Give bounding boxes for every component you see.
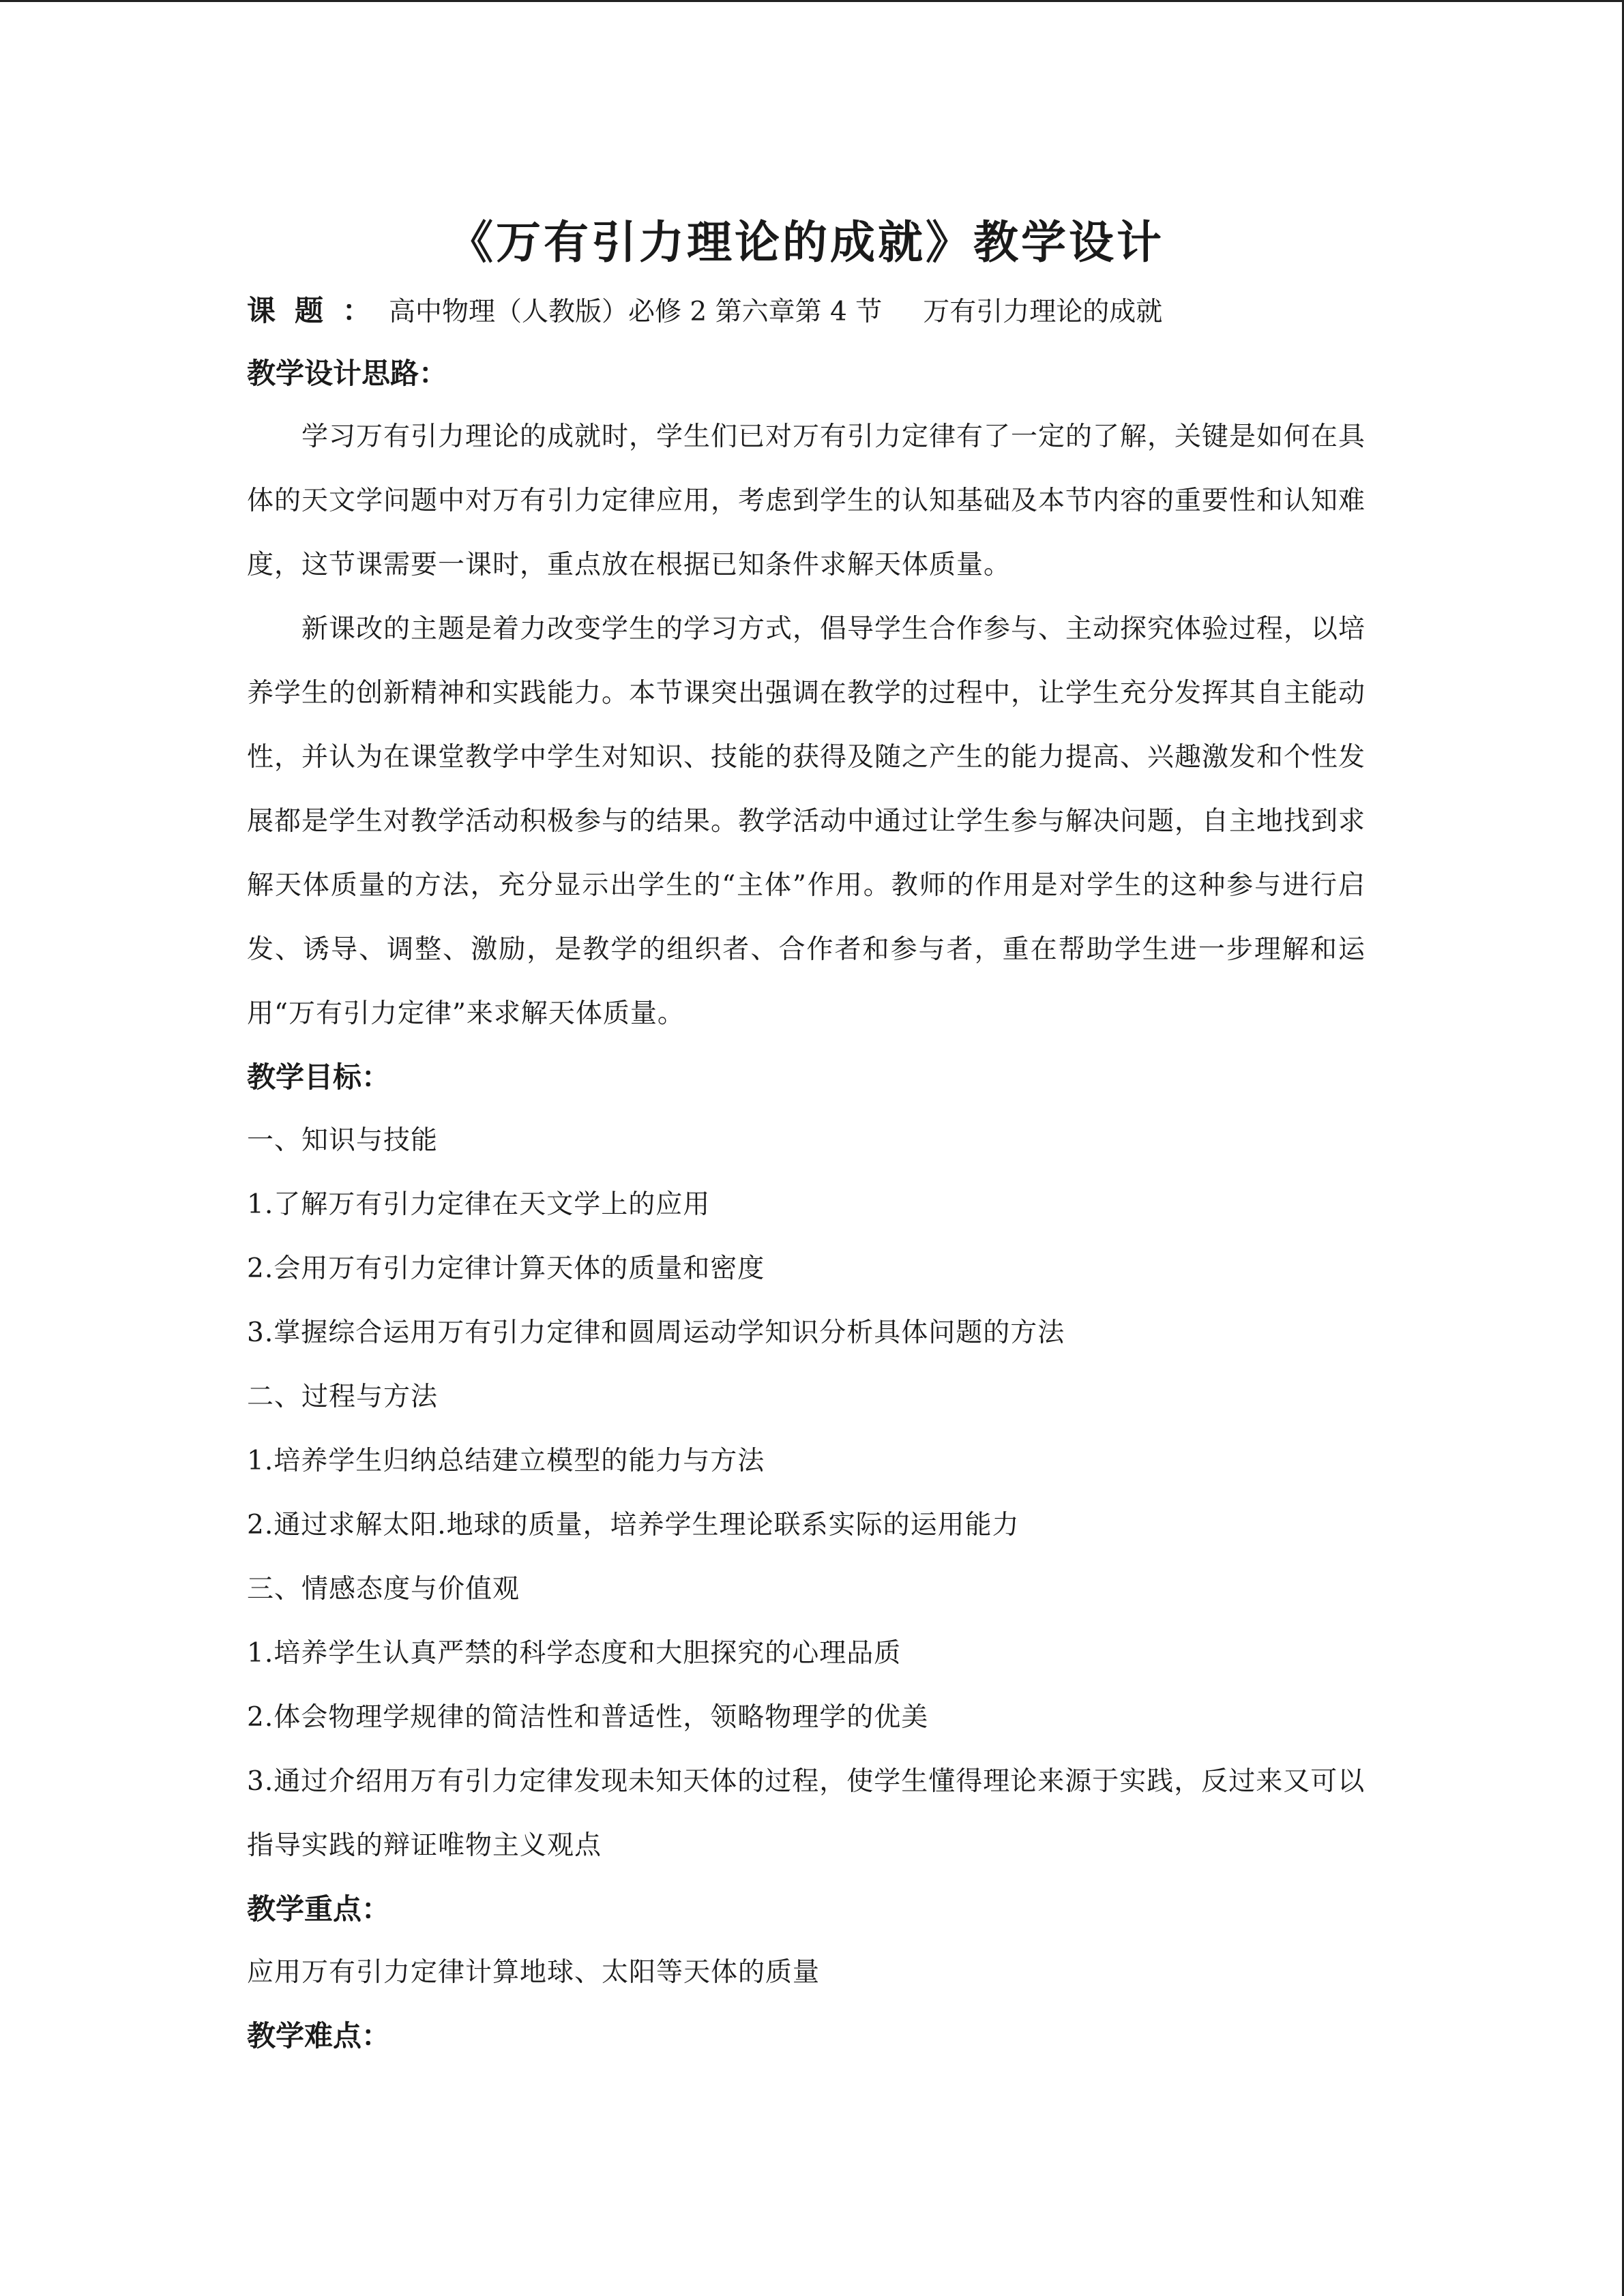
objective-group-knowledge-title: 一、知识与技能: [247, 1125, 439, 1156]
design-idea-paragraph-2: 新课改的主题是着力改变学生的学习方式，倡导学生合作参与、主动探究体验过程，以培养学生的创新精神和实践能力。本节课突出强调在教学的过程中，让学生充分发挥其自主能动性，并认为在课堂教学中学生对知识、技能的获得及随之产生的能力提高、兴趣激发和个性发展都是学生对教学活动积极参与的结果。教学活动中通过让学生参与解决问题，自主地找到求解天体质量的方法，充分显示出学生的“主体”作用。教师的作用是对学生的这种参与进行启发、诱导、调整、激励，是教学的组织者、合作者和参与者，重在帮助学生进一步理解和运用“万有引力定律”来求解天体质量。: [247, 614, 1366, 1029]
objective-item: 2.会用万有引力定律计算天体的质量和密度: [247, 1253, 765, 1284]
key-points-heading: 教学重点：: [247, 1892, 391, 1926]
topic-label: 课题: [247, 294, 343, 327]
objective-group-process-title: 二、过程与方法: [247, 1382, 439, 1412]
objective-item: 3.掌握综合运用万有引力定律和圆周运动学知识分析具体问题的方法: [247, 1317, 1065, 1348]
topic-colon: ：: [342, 294, 372, 327]
difficulties-heading: 教学难点：: [247, 2019, 391, 2053]
key-points-text: 应用万有引力定律计算地球、太阳等天体的质量: [247, 1957, 821, 1988]
topic-course: 高中物理（人教版）必修 2 第六章第 4 节: [389, 297, 883, 327]
page-border-top: [0, 0, 1624, 2]
document-title: 《万有引力理论的成就》教学设计: [448, 215, 1164, 269]
objective-item: 3.通过介绍用万有引力定律发现未知天体的过程，使学生懂得理论来源于实践，反过来又可以指导实践的辩证唯物主义观点: [247, 1766, 1365, 1861]
objective-item: 2.通过求解太阳.地球的质量，培养学生理论联系实际的运用能力: [247, 1510, 1020, 1540]
objective-item: 1.培养学生认真严禁的科学态度和大胆探究的心理品质: [247, 1638, 902, 1669]
objectives-heading: 教学目标：: [247, 1060, 391, 1094]
objective-group-attitude-title: 三、情感态度与价值观: [247, 1574, 520, 1605]
document-body: [247, 205, 1365, 2068]
objective-item: 1.了解万有引力定律在天文学上的应用: [247, 1189, 711, 1220]
objective-item: 2.体会物理学规律的简洁性和普适性，领略物理学的优美: [247, 1702, 929, 1733]
topic-line: [247, 280, 1365, 342]
design-idea-heading: 教学设计思路：: [247, 357, 448, 390]
design-idea-paragraph-1: 学习万有引力理论的成就时，学生们已对万有引力定律有了一定的了解，关键是如何在具体的天文学问题中对万有引力定律应用，考虑到学生的认知基础及本节内容的重要性和认知难度，这节课需要一课时，重点放在根据已知条件求解天体质量。: [247, 421, 1366, 580]
objective-item: 1.培养学生归纳总结建立模型的能力与方法: [247, 1446, 765, 1476]
topic-lesson: 万有引力理论的成就: [923, 297, 1163, 327]
